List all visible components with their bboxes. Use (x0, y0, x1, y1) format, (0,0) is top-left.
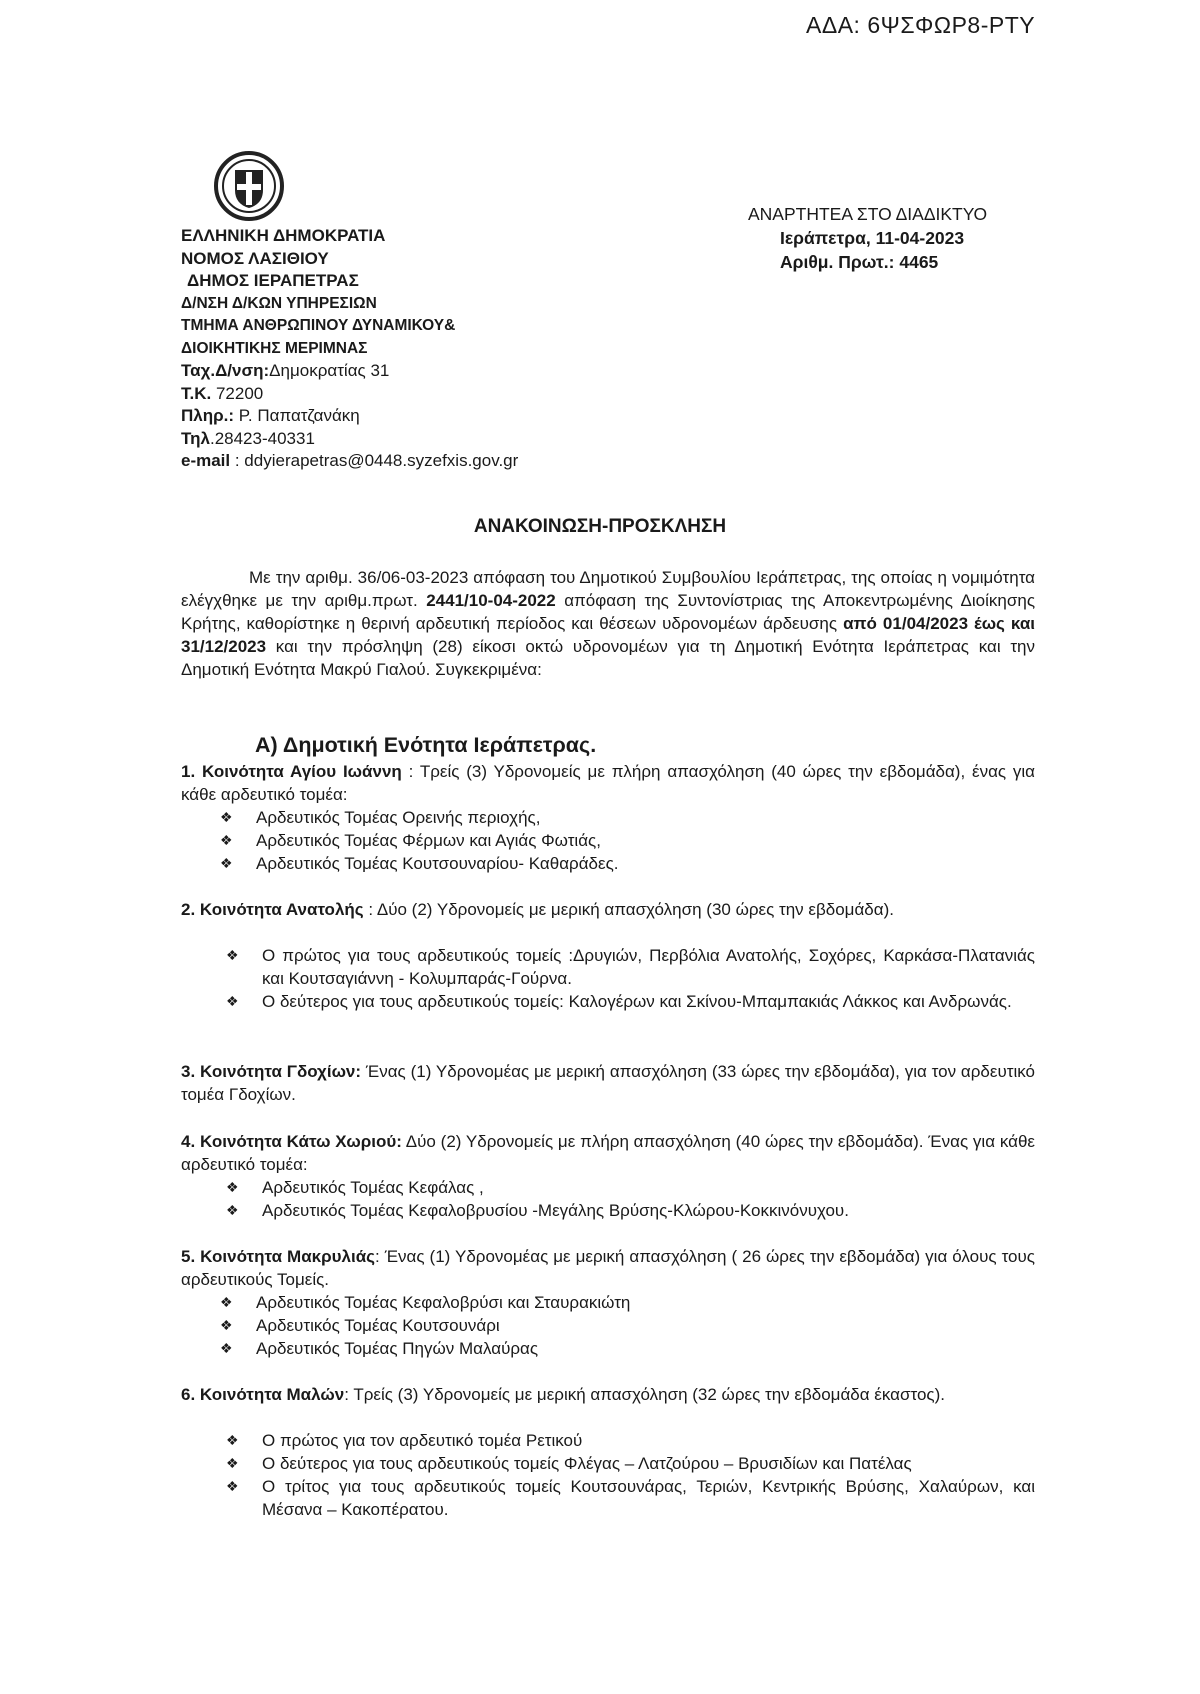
list-item: ❖ Αρδευτικός Τομέας Πηγών Μαλαύρας (256, 1337, 1012, 1360)
greek-state-emblem-icon (213, 150, 285, 222)
community-3 (181, 1060, 1035, 1106)
community-6 (181, 1383, 1035, 1406)
list-item: ❖ Αρδευτικός Τομέας Κεφάλας , (262, 1176, 1035, 1199)
phone-label: Τηλ (181, 428, 210, 448)
issuer-directorate: Δ/ΝΣΗ Δ/ΚΩΝ ΥΠΗΡΕΣΙΩΝ (181, 294, 377, 312)
community-3-text: Ένας (1) Υδρονομέας με μερική απασχόληση (33 ώρες την εβδομάδα), για τον αρδευτικό τομέα Γδοχίων. (181, 1062, 1035, 1104)
community-1-text: : Τρείς (3) Υδρονομείς με πλήρη απασχόληση (40 ώρες την εβδομάδα), ένας για κάθε αρδευτικό τομέα: (181, 762, 1036, 804)
email-label: e-mail (181, 451, 231, 470)
section-a-heading-text: Α) Δημοτική Ενότητα Ιεράπετρας (255, 733, 591, 757)
list-item: ❖ Αρδευτικός Τομέας Κουτσουναρίου- Καθαράδες. (256, 852, 1012, 875)
issuer-department-line2: ΔΙΟΙΚΗΤΙΚΗΣ ΜΕΡΙΜΝΑΣ (181, 339, 368, 357)
info-label: Πληρ.: (181, 406, 235, 425)
community-2 (181, 898, 1035, 921)
document-title: ΑΝΑΚΟΙΝΩΣΗ-ΠΡΟΣΚΛΗΣΗ (473, 516, 727, 537)
community-4-text: Δύο (2) Υδρονομείς με πλήρη απασχόληση (40 ώρες την εβδομάδα). Ένας για κάθε αρδευτικό τομέα: (181, 1132, 1035, 1174)
issuer-email (181, 450, 518, 473)
intro-decision-ref: 2441/10-04-2022 (426, 591, 556, 610)
list-item: ❖ Ο πρώτος για τον αρδευτικό τομέα Ρετικού (262, 1429, 1035, 1452)
community-6-title: 6. Κοινότητα Μαλών (181, 1385, 345, 1404)
community-2-title: 2. Κοινότητα Ανατολής (181, 900, 364, 919)
community-5 (181, 1245, 1035, 1291)
list-item: ❖ Ο τρίτος για τους αρδευτικούς τομείς Κουτσουνάρας, Τεριών, Κεντρικής Βρύσης, Χαλαύρων, και Μέσανα – Κακοπέρατου. (262, 1475, 1035, 1521)
issuer-prefecture: ΝΟΜΟΣ ΛΑΣΙΘΙΟΥ (181, 248, 329, 268)
postcode-label: Τ.Κ. (181, 383, 212, 403)
community-4 (181, 1130, 1035, 1176)
issuer-block (181, 225, 518, 473)
protocol-line (748, 250, 987, 274)
place-date: Ιεράπετρα, 11-04-2023 (780, 228, 965, 248)
community-5-text: : Ένας (1) Υδρονομέας με μερική απασχόληση ( 26 ώρες την εβδομάδα) για όλους τους αρδευτικούς Τομείς. (181, 1247, 1035, 1289)
address-value: Δημοκρατίας 31 (269, 361, 390, 380)
intro-text-2: απόφαση της Συντονίστριας της Αποκεντρωμένης Διοίκησης Κρήτης, καθορίστηκε η θερινή αρδευτική περίοδος και θέσεων υδρονομέων άρδευσης (181, 591, 1036, 633)
community-4-list (262, 1176, 1035, 1222)
intro-paragraph (181, 566, 1035, 681)
community-1-list (256, 806, 1012, 875)
issuer-address (181, 360, 518, 383)
protocol-label: Αριθμ. Πρωτ.: (780, 252, 895, 272)
phone-value: .28423-40331 (209, 428, 315, 448)
community-6-text: : Τρείς (3) Υδρονομείς με μερική απασχόληση (32 ώρες την εβδομάδα έκαστος). (344, 1385, 945, 1404)
intro-period: από 01/04/2023 έως και 31/12/2023 (181, 614, 1035, 656)
address-label: Ταχ.Δ/νση: (181, 361, 270, 380)
list-item: ❖ Ο πρώτος για τους αρδευτικούς τομείς :Δρυγιών, Περβόλια Ανατολής, Σοχόρες, Καρκάσα-Πλατανιάς και Κουτσαγιάννη - Κολυμπαράς-Γούρνα. (262, 944, 1035, 990)
postcode-value: 72200 (211, 383, 264, 403)
issuer-phone (181, 428, 518, 451)
list-item: ❖ Αρδευτικός Τομέας Ορεινής περιοχής, (256, 806, 1012, 829)
issuer-info (181, 405, 518, 428)
list-item: ❖ Ο δεύτερος για τους αρδευτικούς τομείς: Καλογέρων και Σκίνου-Μπαμπακιάς Λάκκος και Ανδρωνάς. (262, 990, 1035, 1013)
list-item: ❖ Αρδευτικός Τομέας Κεφαλοβρύσι και Σταυρακιώτη (256, 1291, 1012, 1314)
publish-note: ΑΝΑΡΤΗΤΕΑ ΣΤΟ ΔΙΑΔΙΚΤΥΟ (748, 204, 988, 224)
issuer-municipality: ΔΗΜΟΣ ΙΕΡΑΠΕΤΡΑΣ (187, 271, 359, 290)
community-1 (181, 760, 1035, 806)
intro-text-3: και την πρόσληψη (28) είκοσι οκτώ υδρονομέων για τη Δημοτική Ενότητα Ιεράπετρας και την Δημοτική Ενότητα Μακρύ Γιαλού. Συγκεκριμένα: (181, 637, 1035, 679)
email-value: : ddyierapetras@0448.syzefxis.gov.gr (230, 451, 519, 470)
issuer-country: ΕΛΛΗΝΙΚΗ ΔΗΜΟΚΡΑΤΙΑ (181, 226, 386, 245)
protocol-number: 4465 (899, 252, 939, 272)
issuer-department-line1: ΤΜΗΜΑ ΑΝΘΡΩΠΙΝΟΥ ΔΥΝΑΜΙΚΟΥ& (181, 317, 456, 334)
list-item: ❖ Ο δεύτερος για τους αρδευτικούς τομείς Φλέγας – Λατζούρου – Βρυσιδίων και Πατέλας (262, 1452, 1035, 1475)
community-1-title: 1. Κοινότητα Αγίου Ιωάννη (181, 762, 402, 781)
community-5-list (256, 1291, 1012, 1360)
header-right (748, 202, 987, 274)
community-2-list (262, 944, 1035, 1013)
community-5-title: 5. Κοινότητα Μακρυλιάς (181, 1247, 376, 1266)
ada-code: ΑΔΑ: 6ΨΣΦΩΡ8-ΡΤΥ (806, 12, 1036, 38)
issuer-postcode (181, 383, 518, 406)
info-value: Ρ. Παπατζανάκη (234, 406, 360, 425)
section-a-heading-dot: . (590, 733, 597, 757)
list-item: ❖ Αρδευτικός Τομέας Κεφαλοβρυσίου -Μεγάλης Βρύσης-Κλώρου-Κοκκινόνυχου. (262, 1199, 1035, 1222)
intro-text-1: Με την αριθμ. 36/06-03-2023 απόφαση του Δημοτικού Συμβουλίου Ιεράπετρας, της οποίας η νομιμότητα ελέγχθηκε με την αριθμ.πρωτ. (181, 568, 1035, 610)
community-2-text: : Δύο (2) Υδρονομείς με μερική απασχόληση (30 ώρες την εβδομάδα). (363, 900, 894, 919)
list-item: ❖ Αρδευτικός Τομέας Κουτσουνάρι (256, 1314, 1012, 1337)
list-item: ❖ Αρδευτικός Τομέας Φέρμων και Αγιάς Φωτιάς, (256, 829, 1012, 852)
section-a-heading (255, 733, 596, 758)
community-3-title: 3. Κοινότητα Γδοχίων: (181, 1062, 362, 1081)
community-4-title: 4. Κοινότητα Κάτω Χωριού: (181, 1132, 402, 1151)
community-6-list (262, 1429, 1035, 1521)
